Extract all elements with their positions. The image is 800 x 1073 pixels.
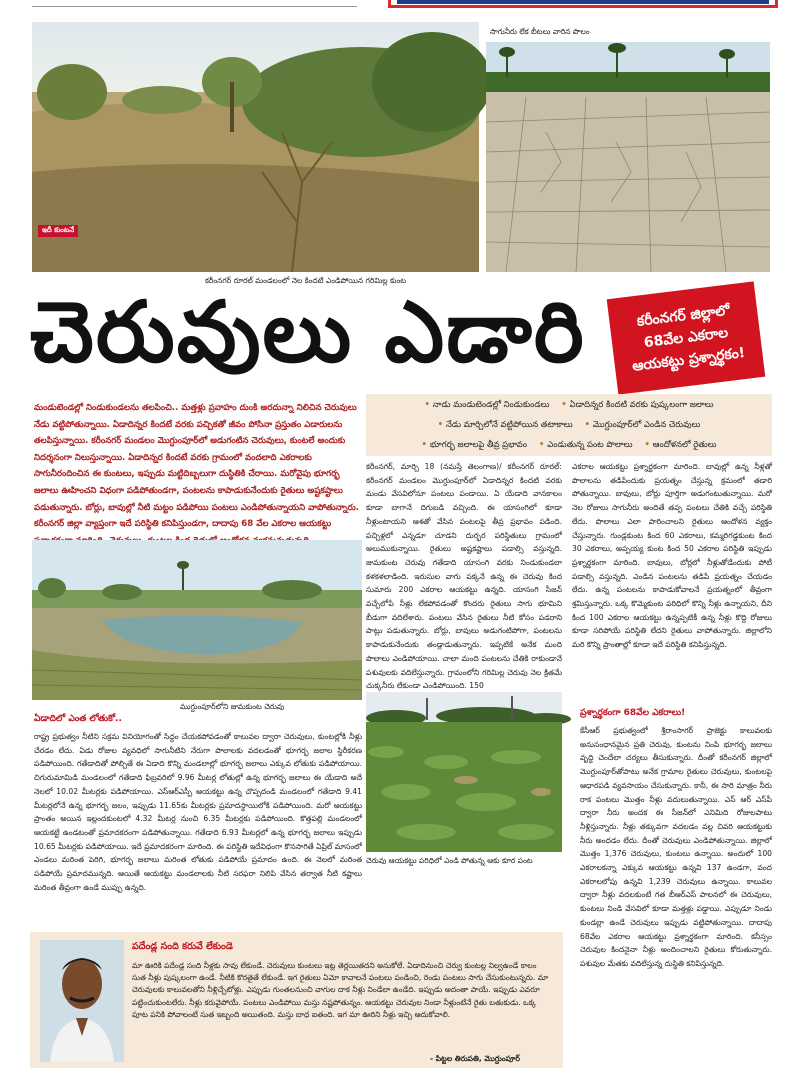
section-head-68k-acres: ప్రశ్నార్థకంగా 68వేల ఎకరాలు!: [580, 708, 686, 718]
photo-caption-jumakunta: ముగ్దుంపూర్‌లోని జుమకుంట చెరువు: [180, 702, 285, 711]
photo-dry-pond: [32, 22, 479, 272]
photo-caption-drying-crop: చెరువు ఆయకట్టు పరిధిలో ఎండి పోతున్న ఆకు కూర పంట: [366, 856, 533, 865]
key-points-row-1: [366, 394, 772, 414]
highlight-line-2: 68వేల ఎకరాల: [643, 324, 729, 352]
key-points-band: [366, 394, 772, 456]
key-point: • నేడు మార్చిలోనే వట్టిపోయిన తటాకాలు: [438, 414, 573, 434]
intro-paragraph: మండుటెండల్లో నిండుకుండలను తలపించి.. మత్తళ్లు ప్రవాహం దుంకి అరదున్నా నిలిచిన చెరువులు నేడు వట్టిపోతున్నాయి. ఏడాదిన్నర కిందటే వరకు పచ్చికతో జీవం పోసినా ప్రస్తుతం ఎడారులను తలపిస్తున్నాయి. కరీంనగర్ మండలం మొగ్దుంపూర్‌లో అడుగంటిన చెరువులు, కుంటలే అందుకు నిదర్శనంగా నిలుస్తున్నాయి. ఏడాదిన్నర కిందటే వరకు గ్రామంలో వందలాది ఎకరాలకు సాగునీరందించిన ఈ కుంటలు, ఇప్పుడు మట్టిదిబ్బలుగా దుస్థితికి చేరాయి. మరోవైపు భూగర్భ జలాలు ఊహించని విధంగా పడిపోతుండగా, పంటలను కాపాడుకునేందుకు రైతులు అష్టకష్టాలు పడుతున్నారు. బోర్లు, బావుల్లో నీటి మట్టం పడిపోయి పంటలు ఎండిపోతున్నాయని వాపోతున్నారు. కరీంనగర్ జిల్లా వ్యాప్తంగా ఇదే పరిస్థితి కనిపిస్తుండగా, దాదాపు 68 వేల ఎకరాల ఆయకట్టు: [34, 403, 359, 530]
quote-title: పదేండ్ల సంది కరువే లేకుండె: [132, 941, 233, 952]
key-point: • ఏడాదిన్నర కిందటి వరకు పుష్కలంగా జలాలు: [561, 394, 713, 414]
main-headline: చెరువులు ఎడారి: [30, 283, 586, 381]
section-body-68k-acres: కేసీఆర్ ప్రభుత్వంలో శ్రీరాంసాగర్ ప్రాజెక్టు కాలువలకు అనుసంధానమైన ప్రతి చెరువు, కుంటను నింపి భూగర్భ జలాలు వృద్ధి చెందేలా చర్యలు తీసుకున్నారు. దీంతో కరీంనగర్ జిల్లాలో మొగ్దుంపూర్‌తోపాటు అనేక గ్రామాల రైతులు చెరువులు, కుంటలపై ఆధారపడి వ్యవసాయం చేసుకున్నారు. కానీ, ఈ సారి మాత్రం నీరు రాక పంటలు మొత్తం నీళ్లు వదులుతున్నాయి. ఎస్ ఆర్ ఎస్‌పీ ద్వారా నీరు అందక ఈ సీజన్‌లో ఎనిమిది రోజులపాటు నీళ్లిస్తున్నారు. నీళ్లు తక్కువగా వదలడం వల్ల చివరి ఆయకట్టుకు నీరు అందడం లేదు. దీంతో చెరువులు ఎండిపోతున్నాయి. జిల్లాలో మొత్తం 1,376 చెరువులు, కుంటలు ఉన్నాయి. అందులో 100 ఎకరాలకన్నా ఎక్కువ ఆయకట్టు ఉన్నవి 137 ఉండగా, వంద ఎకరాలలోపు ఉన్నవి 1,239 చెరువులు ఉన్నాయి. కాలువల ద్వారా నీళ్లు వదలకుంటే గత బీఆర్‌ఎస్ పాలనలో ఈ చెరువులు, కుంటలు నిండి వేసవిలో కూడా మత్తళ్లు పడ్డాయి. ఎప్పుడూ నిండు కుండల్లా ఉండే చెరువులు ఇప్పుడు వట్టిపోతున్నాయి. దాదాపు 68వేల ఎకరాల ఆయకట్టు ప్రశ్నార్థకంగా మారింది. కనీస్సం చెరువుల కిందనైనా నీళ్లు అందించాలని రైతులు కోరుతున్నారు. పశువుల మేతకు వదిలేస్తున్న దుస్థితి కనిపిస్తున్నది.: [580, 726, 772, 968]
key-point: • భూగర్భ జలాలపై తీవ్ర ప్రభావం: [422, 434, 527, 454]
highlight-line-3: ఆయకట్టు ప్రశ్నార్థకం!: [631, 344, 746, 375]
section-head-groundwater: ఏడాదిలో ఎంత లోతుకో..: [34, 714, 122, 724]
photo-drying-crop: [366, 692, 562, 852]
photo-caption-dry-pond: కరీంనగర్ రూరల్ మండలంలో నెల కిందటే ఎండిపోయిన గరిమిల్ల కుంట: [205, 276, 407, 285]
key-point: • ఆందోళనలో రైతులు: [644, 434, 716, 454]
key-point: • మొగ్దుంపూర్‌లో ఎండిన చెరువులు: [585, 414, 701, 434]
key-point: • నాడు మండుటెండల్లో నిండుకుండలు: [424, 394, 549, 414]
quote-signature: - పిట్టల తిరుపతి, మొగ్దుంపూర్: [430, 1054, 520, 1063]
highlight-line-1: కరీంనగర్ జిల్లాలో: [636, 302, 731, 330]
photo-caption-cracked-field: సాగునీరు లేక బీటలు వారిన పొలం: [490, 27, 590, 36]
story-column-1: కరీంనగర్, మార్చి 18 (నమస్తే తెలంగాణ)/ కరీంనగర్ రూరల్: కరీంనగర్ మండలం మొగ్దుంపూర్‌లో ఏడాదిన్నర కిందటి వరకు మండు వేసవిలోనూ పంటలు పండాయి. ఏ యేడాది వానకాలం కూడా బాగానే దిగుబడి వచ్చింది. ఈ యాసంగిలో కూడా నీళ్లుంటాయని ఆశతో వేసిన పంటలపై తీవ్ర ప్రభావం పడింది. పచ్చిళ్లలో ఎన్నడూ చూడని దుర్భర పరిస్థితులు గ్రామంలో అలుముకున్నాయి. రైతులు అష్టకష్టాలు పడాల్సి వస్తున్నది. జుమకుంట చెరువు గతేడాది యాసంగి వరకు నిండుకుండలా కళకళలాడింది. ఇరుసుల వాగు పక్కనే ఉన్న ఈ చెరువు కింద సుమారు 200 ఎకరాల ఆయకట్టు ఉన్నది. యాసంగి సీజన్ వచ్చేలోపే నీళ్లు లేకపోవడంతో కొందరు రైతులు సాగు భూమిని బీడుగా వదిలేశారు. పంటలు వేసిన రైతులు నీటి కోసం పడరాని పాట్లు పడుతున్నారు. బోర్లు, బావులు అడుగంటిపోగా, పంటలను కాపాడుకునేందుకు తండ్లాడుతున్నారు. ఇప్పటికే అనేక మంది పొలాలు ఎండిపోయాయి. చాలా మంది పంటలను చేతికి రాకుండానే పశువులకు వదిలేస్తున్నారు. గ్రామంలోని గరిమిల్ల చెరువు నెల క్రితమే చుక్కనీరు లేకుండా ఎండిపోయింది. 150: [366, 462, 562, 691]
top-rule: [32, 6, 357, 7]
key-points-row-3: [366, 434, 772, 454]
photo-tag: ఇదీ కుంటనే: [38, 225, 78, 237]
key-points-row-2: [366, 414, 772, 434]
photo-cracked-field: [486, 42, 770, 272]
masthead-border: [388, 0, 778, 8]
story-column-2: ఎకరాల ఆయకట్టు ప్రశ్నార్థకంగా మారింది. బావుల్లో ఉన్న నీళ్లతో పొలాలను తడిపేందుకు ప్రయత్నం చేస్తున్న క్రమంలో తడారి పోతున్నాయి. బావులు, బోర్లు పూర్తిగా అడుగంటుతున్నాయి. మరో నెల రోజులు సాగునీరు అందితే తప్ప పంటలు చేతికి వచ్చే పరిస్థితి లేదు. పొలాలు ఎలా పారించాలని రైతులు ఆందోళన వ్యక్తం చేస్తున్నారు. గుండ్లకుంట కింద 60 ఎకరాలు, కమ్మరిగడ్డకుంట కింద 30 ఎకరాలు, అప్పయ్య కుంట కింద 50 ఎకరాల పరిస్థితి ఇప్పుడు ప్రశ్నార్థకంగా మారింది. బావులు, బోర్లలో నీళ్లుతోడేందుకు పోటీ పడాల్సి వస్తున్నది. ఎండిన పంటలను తడిపే ప్రయత్నం చేయడం లేదు. ఉన్న పంటలను కాపాడుకోవాలనే ప్రయత్నంలో తీవ్రంగా శ్రమిస్తున్నారు. ఒక్క కొమ్మెకుంట పరిధిలో కొన్ని నీళ్లు ఉన్నాయని, దీని కింద 100 ఎకరాల ఆయకట్టు ఉన్నప్పటికీ ఉన్న నీళ్లు కొద్ది రోజులు కూడా సరిపోయే పరిస్థితి లేదని రైతులు వాపోతున్నారు. జిల్లాలోని మరి కొన్ని ప్రాంతాల్లో కూడా ఇదే పరిస్థితి కనిపిస్తున్నది.: [572, 462, 772, 650]
quote-body: మా ఊరికి పదేండ్ల సంది నీళ్లకు సావు లేకుండే. చెరువులు కుంటలు ఇట్ల తెర్లయితదని అనుకోలే. ఏడాదినుంచి చెర్వు కుంటల్ల నిల్వఉండే కాలం సుత నీళ్లు పుష్కలంగా ఉండే. నీటికి కొరతైతే లేకుండే. ఇగ రైతులు ఏమో కావాలనే పంటలు పండించి, రెండు పంటలు సాగు చేసుకుంటున్నరు. మా చెరువులకు కాలువలతోని నీళ్లిచ్చేటోళ్లు. ఎప్పుడు గుంతలనుంచి వాగుల దాక నీళ్లు నిండేలా ఉండేది. ఇప్పుడు అదంతా పాయే. ఇప్పుడు ఎవరూ పట్టించుకుంటలేరు. నీళ్లు కరువైపోయే. పంటలు ఎండిపోయి మస్తు నష్టపోతున్నం. ఆయకట్టు చెరువుల నిండా నీళ్లుంటేనే రైతు బతుకుడు. ఒక్క పూట పనికి పోవాలంటే సుత ఇబ్బంది అయితంది. మస్తు బాధ ఐతంది. ఇగ మా ఊరిని నీళ్లు ఇచ్చి ఆదుకోవాలి.: [132, 961, 549, 1019]
highlight-box: [607, 281, 766, 394]
photo-farmer-portrait: [40, 940, 124, 1062]
section-body-groundwater: రాష్ట్ర ప్రభుత్వం నీటిని సక్రమ వినియోగంతో సిద్ధం చేయకపోవడంతో కాలువల ద్వారా చెరువులు, కుంటల్లోకి నీళ్లు చేరడం లేదు. ఏడు రోజుల వ్యవధిలో సాగునీటిని నేరుగా పొలాలకు వదలడంతో భూగర్భ జలాల స్థిరీకరణ పడిపోయింది. గతేడాదితో పోల్చితే ఈ ఏడాది కొన్ని మండలాల్లో భూగర్భ జలాలు ఎక్కువ లోతుకు పడిపోయాయి. చిగురుమామిడి మండలంలో గతేడాది ఫిబ్రవరిలో 9.96 మీటర్ల లోతుల్లో ఉన్న భూగర్భ జలాలు ఈ యేడాది అదే నెలలో 10.02 మీటర్లకు పడిపోయాయి. ఎస్‌ఆర్‌ఎస్పీ ఆయకట్టు ఉన్న చొప్పదండి మండలంలో గతేడాది 9.41 మీటర్లలోనే ఉన్న భూగర్భ జలం, ఇప్పుడు 11.65కు మీటర్లకు ప్రమాదస్థాయిలోకి పడిపోయింది. మరో ఆయకట్టు ప్రాంతం అయిన ఇల్లందకుంటలో 4.32 మీటర్ల నుంచి 6.35 మీటర్లకు పడిపోయింది. కొత్తపల్లి మండలంలో ఆయకట్టే ఉండటంతో ప్రమాదకరంగా పడిపోతున్నాయి. గతేడాది 6.93 మీటర్లలో ఉన్న భూగర్భ జలాలు ఇప్పుడు 10.65 మీటర్లకు పడిపోయాయి. ఇదే ప్రమాదకరంగా మారింది. ఈ పరిస్థితి ఇదేవిధంగా కొనసాగితే ఏప్రిల్ మాసంలో ఎండలు మరింత పెరిగి, భూగర్భ జలాలు మరింత లోతుకు పడిపోయే ప్రమాదం ఉంది. ఈ నెలలో మరింత పడిపోయే ప్రమాదమున్నది. ఆయితే ఆయకట్టు మండలాలకు నీటి సరఫరా నిలిపి వేసిన తర్వాత నీటి కష్టాలు మరింత తీవ్రంగా ఉండే ముప్పు ఉన్నది.: [34, 732, 362, 892]
photo-jumakunta-pond: [32, 540, 362, 700]
key-point: • ఎండుతున్న పంట పొలాలు: [539, 434, 632, 454]
